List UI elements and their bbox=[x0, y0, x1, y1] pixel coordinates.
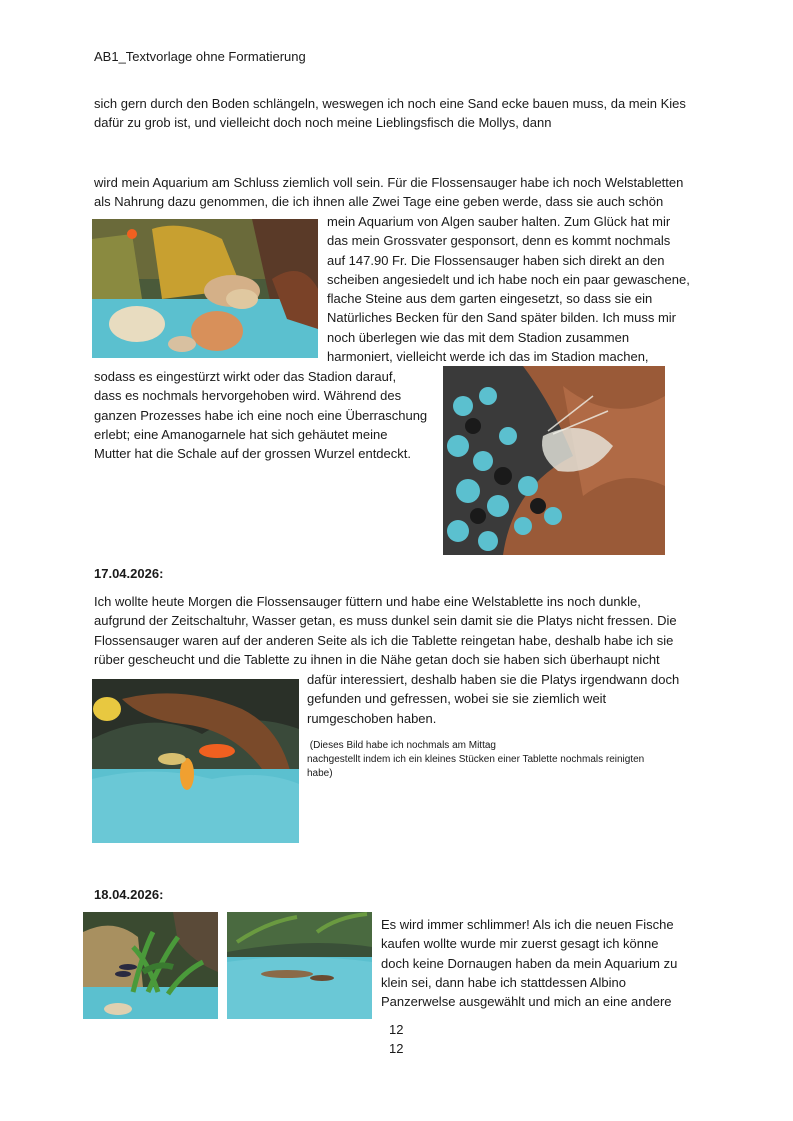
entry-date: 18.04.2026: bbox=[94, 887, 164, 902]
text-line: erlebt; eine Amanogarnele hat sich gehäutet meine bbox=[94, 426, 388, 442]
text-line: doch keine Dornaugen haben da mein Aquarium zu bbox=[381, 955, 678, 971]
text-line: mein Aquarium von Algen sauber halten. Zum Glück hat mir bbox=[327, 214, 671, 229]
paragraph-intro bbox=[94, 94, 686, 133]
paragraph-aquarium-wrap-right bbox=[327, 212, 690, 366]
text-line: ganzen Prozesses habe ich eine noch eine Überraschung bbox=[94, 407, 428, 423]
text-line: aufgrund der Zeitschaltuhr, Wasser getan, es muss dunkel sein damit sie die Platys nicht fressen. Die bbox=[94, 613, 677, 629]
paragraph-aquarium-wrap-left bbox=[94, 367, 427, 463]
text-line: harmoniert, vielleicht werde ich das im Stadion machen, bbox=[327, 349, 649, 365]
text-line: als Nahrung dazu genommen, die ich ihnen alle Zwei Tage eine geben werde, dass sie auch schön bbox=[94, 194, 664, 210]
bottom-fish-photo bbox=[227, 912, 372, 1019]
text-line: wird mein Aquarium am Schluss ziemlich voll sein. Für die Flossensauger habe ich noch Welstabletten bbox=[94, 175, 684, 190]
text-line: dass es nochmals hervorgehoben wird. Während des bbox=[94, 388, 402, 404]
page-number: 12 bbox=[389, 1041, 404, 1056]
document-header: AB1_Textvorlage ohne Formatierung bbox=[94, 49, 306, 64]
text-line: rumgeschoben haben. bbox=[307, 710, 437, 726]
photo-caption bbox=[307, 739, 644, 781]
text-line: sodass es eingestürzt wirkt oder das Stadion darauf, bbox=[94, 369, 397, 384]
paragraph-entry1 bbox=[94, 592, 677, 669]
text-line: dafür interessiert, deshalb haben sie die Platys irgendwann doch bbox=[307, 672, 680, 687]
text-line: Panzerwelse ausgewählt und mich an eine andere bbox=[381, 994, 672, 1010]
text-line: scheiben angesiedelt und ich habe noch ein paar gewaschene, bbox=[327, 271, 690, 287]
page-number: 12 bbox=[389, 1022, 404, 1037]
text-line: Es wird immer schlimmer! Als ich die neuen Fische bbox=[381, 917, 674, 932]
text-line: kaufen wollte wurde mir zuerst gesagt ich könne bbox=[381, 936, 659, 952]
text-line: das mein Grossvater gesponsort, denn es kommt nochmals bbox=[327, 233, 671, 249]
text-line: Mutter hat die Schale auf der grossen Wurzel entdeckt. bbox=[94, 446, 411, 462]
platys-photo bbox=[92, 679, 299, 843]
entry-date: 17.04.2026: bbox=[94, 566, 164, 581]
aquarium-plants-photo bbox=[83, 912, 218, 1019]
paragraph-entry2 bbox=[381, 915, 677, 1011]
text-line: Flossensauger waren auf der anderen Seite als ich die Tablette reingetan habe, deshalb habe ich sie bbox=[94, 632, 674, 648]
text-line: auf 147.90 Fr. Die Flossensauger haben sich direkt an den bbox=[327, 252, 665, 268]
text-line: Ich wollte heute Morgen die Flossensauger füttern und habe eine Welstablette ins noch dunkle, bbox=[94, 594, 641, 609]
caption-line: nachgestellt indem ich ein kleines Stücken einer Tablette nochmals reinigten bbox=[307, 754, 645, 765]
text-line: Natürliches Becken für den Sand später bilden. Ich muss mir bbox=[327, 310, 677, 326]
paragraph-entry1-wrap bbox=[307, 670, 679, 728]
caption-line: habe) bbox=[307, 768, 333, 779]
text-line: dafür zu grob ist, und vielleicht doch noch meine Lieblingsfisch die Mollys, dann bbox=[94, 115, 552, 131]
text-line: flache Steine aus dem garten eingesetzt, so dass sie ein bbox=[327, 291, 653, 307]
paragraph-aquarium bbox=[94, 173, 683, 212]
text-line: gefunden und gefressen, wobei sie sie ziemlich weit bbox=[307, 691, 607, 707]
text-line: noch überlegen wie das mit dem Stadion zusammen bbox=[327, 329, 630, 345]
aquarium-stones-photo bbox=[92, 219, 318, 358]
text-line: klein sei, dann habe ich stattdessen Albino bbox=[381, 974, 627, 990]
caption-line: (Dieses Bild habe ich nochmals am Mittag bbox=[307, 740, 496, 751]
text-line: sich gern durch den Boden schlängeln, weswegen ich noch eine Sand ecke bauen muss, da mein Kies bbox=[94, 96, 686, 111]
shrimp-molt-photo bbox=[443, 366, 665, 555]
text-line: rüber gescheucht und die Tablette zu ihnen in die Nähe getan doch sie haben sich überhaupt nicht bbox=[94, 651, 660, 667]
